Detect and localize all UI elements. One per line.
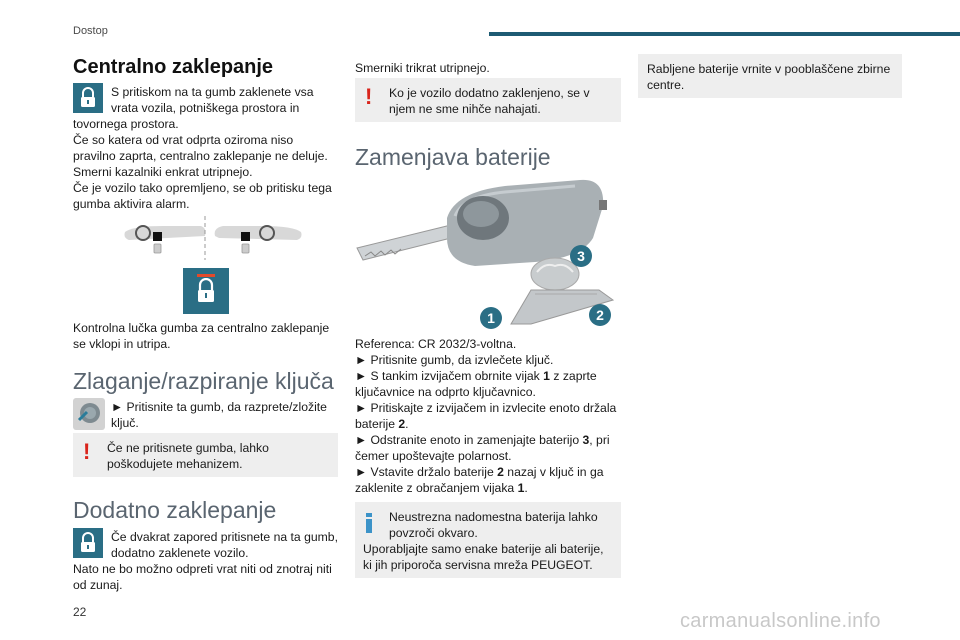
battery-step-line — [355, 416, 621, 432]
key-battery-illustration — [355, 178, 621, 334]
step-text: . — [405, 417, 409, 431]
recycle-line: centre. — [647, 78, 685, 92]
fold-text-line: ► Pritisnite ta gumb, da razprete/zložite — [111, 400, 327, 414]
central-text-line: Smerni kazalniki enkrat utripnejo. — [73, 165, 253, 179]
indicators-text: Smerniki trikrat utripnejo. — [355, 61, 490, 75]
step-text: ► Odstranite enoto in zamenjajte baterijo — [355, 433, 583, 447]
info-icon — [365, 513, 373, 533]
dashboard-illustration — [123, 216, 303, 260]
central-text-line: Če so katera od vrat odprta oziroma niso — [73, 133, 294, 147]
lock-button-lit-illustration — [183, 268, 229, 314]
deadlocking-heading: Dodatno zaklepanje — [73, 497, 277, 523]
fold-warning-line: Če ne pritisnete gumba, lahko — [107, 441, 269, 455]
step-text: z zaprte — [549, 369, 597, 383]
deadlock-warning-line: Ko je vozilo dodatno zaklenjeno, se v — [389, 86, 590, 100]
central-text-line: vrata vozila, potniškega prostora in — [111, 101, 300, 115]
battery-info-box — [355, 502, 621, 578]
battery-steps — [355, 336, 621, 496]
deadlock-text-line: od zunaj. — [73, 578, 123, 592]
battery-step-line — [355, 448, 621, 464]
central-text-line: pravilno zaprta, centralno zaklepanje ne deluje. — [73, 149, 328, 163]
key-folding-heading: Zlaganje/razpiranje ključa — [73, 368, 334, 394]
battery-step-line — [355, 432, 621, 448]
central-text-line: Če je vozilo tako opremljeno, se ob pritisku tega — [73, 181, 332, 195]
battery-step-line — [355, 400, 621, 416]
central-text-line: S pritiskom na ta gumb zaklenete vsa — [111, 85, 314, 99]
deadlock-warning-line: njem ne sme nihče nahajati. — [389, 102, 541, 116]
step-text: . — [524, 481, 528, 495]
lamp-text-line: se vklopi in utripa. — [73, 337, 171, 351]
battery-step-line — [355, 480, 621, 496]
step-text: čemer upoštevajte polarnost. — [355, 449, 512, 463]
step-text: baterije — [355, 417, 399, 431]
recycle-line: Rabljene baterije vrnite v pooblaščene zbirne — [647, 62, 891, 76]
info-line: povzroči okvaro. — [389, 526, 478, 540]
step-text: ► Pritiskajte z izvijačem in izvlecite enoto držala — [355, 401, 617, 415]
step-ref-number: 1 — [543, 369, 550, 383]
watermark: carmanualsonline.info — [680, 610, 881, 632]
exclamation-icon: ! — [83, 439, 91, 464]
deadlock-text-line: Če dvakrat zapored pritisnete na ta gumb, — [111, 530, 338, 544]
lock-icon — [195, 278, 217, 304]
deadlock-text-line: dodatno zaklenete vozilo. — [111, 546, 249, 560]
step-text: Referenca: CR 2032/3-voltna. — [355, 337, 517, 351]
lamp-text-line: Kontrolna lučka gumba za centralno zaklepanje — [73, 321, 330, 335]
header-accent-bar — [489, 32, 960, 36]
fold-warning-box — [73, 433, 338, 477]
callout-2-label: 2 — [596, 307, 604, 323]
step-text: ► S tankim izvijačem obrnite vijak — [355, 369, 544, 383]
callout-3-label: 3 — [577, 248, 585, 264]
lock-icon — [73, 83, 103, 113]
step-ref-number: 3 — [582, 433, 590, 447]
step-text: nazaj v ključ in ga — [503, 465, 604, 479]
battery-step-line — [355, 352, 621, 368]
warning-lamp — [197, 274, 215, 277]
step-text: ► Vstavite držalo baterije — [355, 465, 498, 479]
central-locking-heading: Centralno zaklepanje — [73, 56, 274, 78]
info-line: Neustrezna nadomestna baterija lahko — [389, 510, 598, 524]
battery-replacement-heading: Zamenjava baterije — [355, 144, 551, 170]
step-ref-number: 2 — [398, 417, 406, 431]
step-ref-number: 2 — [497, 465, 504, 479]
step-ref-number: 1 — [517, 481, 525, 495]
page-number: 22 — [73, 605, 87, 619]
fold-text-line: ključ. — [111, 416, 139, 430]
battery-step-line — [355, 464, 621, 480]
step-text: zaklenite z obračanjem vijaka — [355, 481, 518, 495]
battery-step-line — [355, 368, 621, 384]
step-text: ključavnice na odprto ključavnico. — [355, 385, 536, 399]
info-line: Uporabljajte samo enake baterije ali baterije, — [363, 542, 604, 556]
step-text: , pri — [589, 433, 610, 447]
exclamation-icon: ! — [365, 84, 373, 109]
key-fold-button-icon — [73, 398, 105, 430]
battery-step-line — [355, 384, 621, 400]
central-text-line: gumba aktivira alarm. — [73, 197, 190, 211]
running-header: Dostop — [73, 25, 108, 37]
info-line: ki jih priporoča servisna mreža PEUGEOT. — [363, 558, 593, 572]
lock-icon — [73, 528, 103, 558]
deadlock-text-line: Nato ne bo možno odpreti vrat niti od znotraj niti — [73, 562, 332, 576]
step-text: ► Pritisnite gumb, da izvlečete ključ. — [355, 353, 554, 367]
deadlock-warning-box — [355, 78, 621, 122]
central-text-line: tovornega prostora. — [73, 117, 179, 131]
recycling-note-box — [638, 54, 902, 98]
fold-warning-line: poškodujete mehanizem. — [107, 457, 243, 471]
callout-1-label: 1 — [487, 310, 495, 326]
battery-step-line — [355, 336, 621, 352]
